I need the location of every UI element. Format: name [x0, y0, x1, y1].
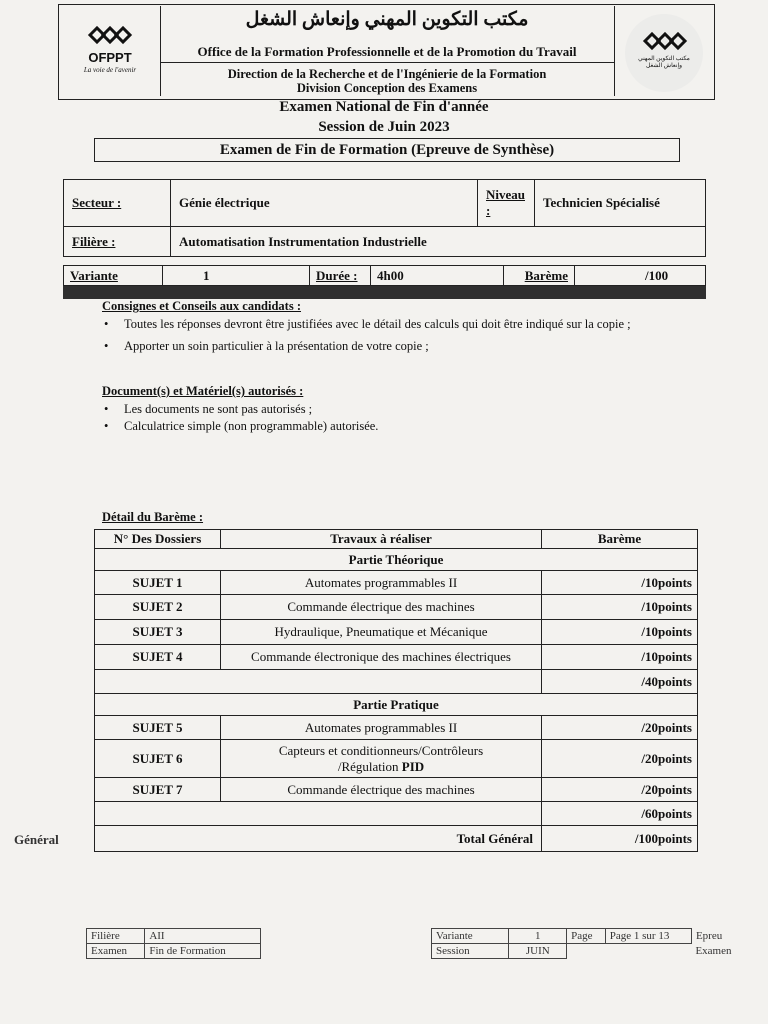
footer-gap: [261, 929, 432, 944]
theory-total-spacer: [95, 670, 542, 694]
theory-title: Partie Théorique: [95, 549, 698, 571]
secteur-label: Secteur :: [64, 180, 171, 227]
header-travaux: Travaux à réaliser: [221, 530, 542, 549]
work-cell: Automates programmables II: [221, 716, 542, 740]
niveau-value: Technicien Spécialisé: [535, 180, 706, 227]
points-cell: /20points: [542, 716, 698, 740]
footer-table: [86, 928, 736, 959]
footer-session-label: Session: [432, 944, 509, 959]
footer-page-label: Page: [567, 929, 606, 944]
variante-label: Variante: [64, 266, 163, 286]
work-cell: Commande électrique des machines: [221, 595, 542, 620]
header-bareme: Barème: [542, 530, 698, 549]
division-name: Division Conception des Examens: [296, 81, 478, 95]
subject-cell: SUJET 5: [95, 716, 221, 740]
separator-bar: [63, 286, 706, 299]
logo-left-tagline: La voie de l'avenir: [83, 66, 137, 74]
subject-cell: SUJET 2: [95, 595, 221, 620]
direction-name: Direction de la Recherche et de l'Ingénierie de la Formation: [227, 67, 547, 81]
direction-block: [160, 67, 614, 95]
bareme-value: /100: [575, 266, 706, 286]
exam-type: Examen de Fin de Formation (Epreuve de Synthèse): [94, 138, 680, 162]
table-row: [95, 571, 698, 595]
consignes-title: Consignes et Conseils aux candidats :: [102, 299, 301, 313]
subject-cell: SUJET 6: [95, 740, 221, 778]
ofppt-logo-left: [60, 6, 161, 96]
header-dossiers: N° Des Dossiers: [95, 530, 221, 549]
table-row: [95, 620, 698, 645]
total-fragment-left: Général: [14, 832, 59, 847]
office-name: Office de la Formation Professionnelle et de la Promotion du Travail: [197, 44, 577, 59]
table-row: [95, 778, 698, 802]
header-divider: [160, 62, 614, 63]
practice-total-row: [95, 802, 698, 826]
footer-examen-label: Examen: [87, 944, 145, 959]
arabic-title: مكتب التكوين المهني وإنعاش الشغل: [245, 9, 529, 30]
consignes-block: [102, 299, 682, 355]
footer-gap: [261, 944, 432, 959]
duree-label: Durée :: [310, 266, 371, 286]
work-cell: Commande électronique des machines électriques: [221, 645, 542, 670]
practice-title: Partie Pratique: [95, 694, 698, 716]
info-row-secteur: [64, 180, 706, 227]
practice-total-points: /60points: [542, 802, 698, 826]
practice-total-spacer: [95, 802, 542, 826]
work-cell: Commande électrique des machines: [221, 778, 542, 802]
logo-right-text: مكتب التكوين المهني وإنعاش الشغل: [638, 56, 690, 69]
ofppt-emblem-icon: [86, 24, 134, 46]
subject-cell: SUJET 7: [95, 778, 221, 802]
footer-row: [87, 944, 736, 959]
variant-row: [64, 266, 706, 286]
points-cell: /20points: [542, 778, 698, 802]
theory-total-row: [95, 670, 698, 694]
duree-value: 4h00: [371, 266, 504, 286]
subject-cell: SUJET 4: [95, 645, 221, 670]
theory-total-points: /40points: [542, 670, 698, 694]
variant-table: [63, 265, 706, 286]
secteur-value: Génie électrique: [171, 180, 478, 227]
theory-section-row: [95, 549, 698, 571]
consigne-item: • Toutes les réponses devront être justifiées avec le détail des calculs qui doit être indiqué sur la copie ;: [102, 316, 682, 333]
table-row: [95, 595, 698, 620]
points-cell: /10points: [542, 571, 698, 595]
footer-right-2: Examen: [695, 945, 732, 957]
work-cell: [221, 740, 542, 778]
documents-block: [102, 384, 682, 435]
ofppt-emblem-icon: [641, 30, 689, 52]
documents-list: [102, 401, 682, 435]
work-line-bold: PID: [401, 758, 425, 774]
grand-total-row: [95, 826, 698, 852]
ofppt-logo-right: [614, 6, 714, 96]
info-table: [63, 179, 706, 257]
subject-cell: SUJET 1: [95, 571, 221, 595]
grand-total-label: Total Général: [95, 826, 542, 852]
work-cell: Hydraulique, Pneumatique et Mécanique: [221, 620, 542, 645]
points-cell: /10points: [542, 645, 698, 670]
table-row: [95, 645, 698, 670]
filiere-value: Automatisation Instrumentation Industrielle: [171, 227, 706, 257]
consigne-item: • Apporter un soin particulier à la présentation de votre copie ;: [102, 338, 682, 355]
niveau-label: Niveau :: [478, 180, 535, 227]
info-row-filiere: [64, 227, 706, 257]
work-cell: Automates programmables II: [221, 571, 542, 595]
table-row: [95, 740, 698, 778]
footer-variante-value: 1: [509, 929, 567, 944]
grand-total-points: /100points: [542, 826, 698, 852]
logo-left-text: OFPPT: [88, 50, 132, 65]
table-row: [95, 716, 698, 740]
footer-page-value: Page 1 sur 13: [605, 929, 691, 944]
documents-title: Document(s) et Matériel(s) autorisés :: [102, 384, 304, 398]
points-cell: /10points: [542, 620, 698, 645]
document-item: • Calculatrice simple (non programmable) autorisée.: [102, 418, 682, 435]
bareme-header-row: [95, 530, 698, 549]
variante-value: 1: [163, 266, 310, 286]
work-line-text: /Régulation: [337, 758, 402, 774]
footer-session-value: JUIN: [509, 944, 567, 959]
footer-gap: [605, 944, 691, 959]
points-cell: /20points: [542, 740, 698, 778]
work-line: Capteurs et conditionneurs/Contrôleurs: [278, 742, 484, 758]
detail-title: Détail du Barème :: [102, 510, 204, 524]
logo-right-circle: [625, 14, 703, 92]
footer-examen-value: Fin de Formation: [145, 944, 261, 959]
exam-title: Examen National de Fin d'année: [279, 99, 489, 115]
bareme-table: [94, 529, 698, 852]
footer-filiere-label: Filière: [87, 929, 145, 944]
footer-right-1: Epreu: [695, 930, 723, 942]
footer-filiere-value: AII: [145, 929, 261, 944]
exam-session: Session de Juin 2023: [318, 119, 450, 135]
footer-variante-label: Variante: [432, 929, 509, 944]
subject-cell: SUJET 3: [95, 620, 221, 645]
points-cell: /10points: [542, 595, 698, 620]
footer-gap: [567, 944, 606, 959]
work-line: [226, 759, 536, 775]
document-item: • Les documents ne sont pas autorisés ;: [102, 401, 682, 418]
consignes-list: [102, 316, 682, 355]
footer-row: [87, 929, 736, 944]
practice-section-row: [95, 694, 698, 716]
filiere-label: Filière :: [64, 227, 171, 257]
bareme-label: Barème: [504, 266, 575, 286]
